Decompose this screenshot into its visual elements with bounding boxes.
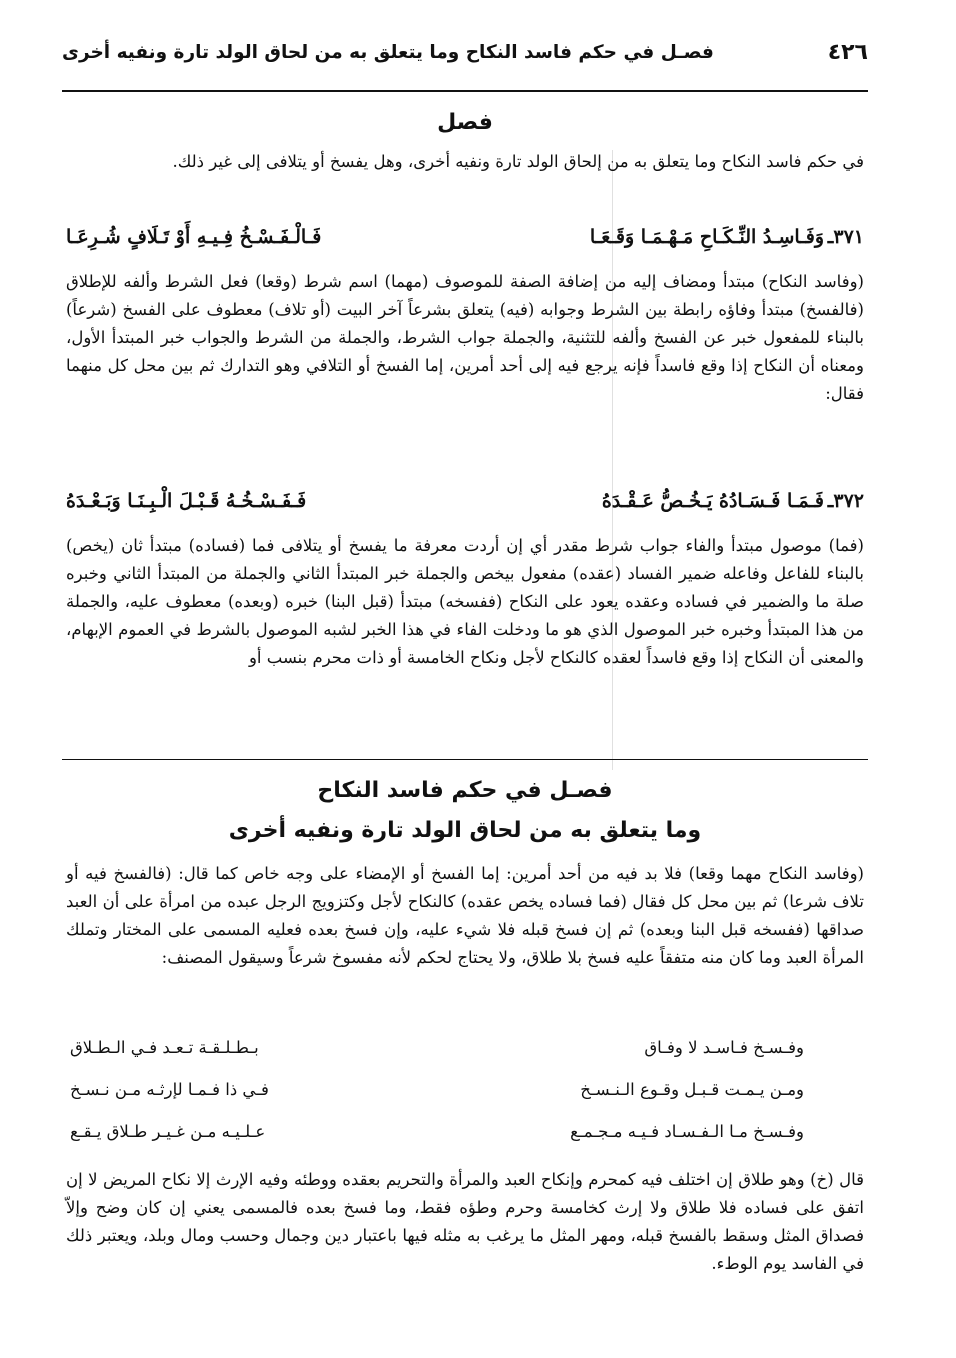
poem-right-hemistich: ومـن يـمـت قـبـل وقـوع الـنـسـخ [580, 1080, 804, 1099]
commentary-paragraph-2: قال (خ) وهو طلاق إن اختلف فيه كمحرم وإنكاح العبد والمرأة والتحريم بعقده ووطئه وفيه الإرث إلا نكاح المريض لا إن اتفق على فساده فلا طلاق ولا إرث كخامسة وحرم وطؤه فقط، وما فسخ بعده فالمسمى يعني إن كان وضح وإلاّ فصداق المثل وسقط بالفسخ قبله، ومهر المثل ما يرغب به مثله فيها باعتبار دين وجمال وحسب ومال وبلد، ويعتبر ذلك في الفاسد يوم الوطء. [66, 1170, 864, 1273]
section-divider [62, 759, 868, 760]
poem-right-hemistich: وفـسـخ مـا الـفـسـاد فـيـه مـجـمـع [570, 1122, 804, 1141]
verse-371 [66, 226, 864, 262]
quoted-poem [66, 1038, 864, 1164]
poem-left-hemistich: فـي ذا فـمـا لإرثـه مـن نـسـخ [70, 1080, 269, 1099]
page-number: ٤٢٦ [827, 40, 868, 65]
section-intro: في حكم فاسد النكاح وما يتعلق به من إلحاق الولد تارة ونفيه أخرى، وهل يفسخ أو يتلافى إلى غير ذلك. [172, 152, 864, 171]
commentary-title-line-2: وما يتعلق به من لحاق الولد تارة ونفيه أخرى [228, 818, 702, 843]
verse-first-hemistich: فَـمَـا فَـسَـادُهُ يَـخُـصُّ عَـقْـدَهُ [601, 490, 824, 512]
verse-number: ٣٧٢ـ [827, 490, 864, 512]
section-heading: فصل [437, 110, 493, 135]
poem-row [66, 1122, 864, 1164]
poem-left-hemistich: بـطـلـقـة تـعـد فـي الـطـلاق [70, 1038, 259, 1057]
poem-left-hemistich: عـلـيـه مـن غـيـر طـلاق يـقـع [70, 1122, 266, 1141]
poem-row [66, 1038, 864, 1080]
commentary-paragraph-1: (وفاسد النكاح مهما وقعا) فلا بد فيه من أحد أمرين: إما الفسخ أو الإمضاء على وجه خاص كما قال: (فالفسخ فيه أو تلاف شرعا) ثم بين محل كل فقال (فما فساده يخص عقده) كالنكاح لأجل وكتزويج الرجل عبده من امرأة على أن العبد صداقها (ففسخه قبل البنا وبعده) ثم إن فسخ قبله فلا شيء عليه، وإن فسخ بعده فعليه المسمى على المختار وتملك المرأة العبد وما كان منه متفقاً عليه فسخ بلا طلاق، ولا يحتاج لحكم لأنه مفسوخ شرعاً وسيقول المصنف: [66, 864, 864, 967]
poem-row [66, 1080, 864, 1122]
verse-second-hemistich: فَـفَـسْـخُـهُ قَـبْـلَ الْـبِـنَـا وَبَـعْـدَهُ [66, 490, 307, 512]
commentary-title-line-1: فصـل في حكم فاسد النكاح [317, 778, 613, 803]
verse-first-hemistich: وَفَـاسِـدُ النِّـكَـاحِ مَـهْـمَـا وَقَـعَـا [589, 226, 824, 248]
running-header [62, 30, 868, 82]
poem-right-hemistich: وفـسـخ فـاسـد لا وفـاق [644, 1038, 804, 1057]
verse-372 [66, 490, 864, 526]
verse-372-commentary: (فما) موصول مبتدأ والفاء جواب شرط مقدر أي إن أردت معرفة ما يفسخ أو يتلافى فما (فساده) مبتدأ ثان (يخص) بالبناء للفاعل وفاعله ضمير الفساد (عقده) مفعول بيخص والجملة خبر المبتدأ الثاني والجملة من المبتدأ الثاني وخبره صلة ما والضمير في فساده وعقده يعود على النكاح (ففسخه) مبتدأ (قبل البنا) خبره (وبعده) معطوف عليه، والجملة من هذا المبتدأ وخبره خبر الموصول الذي هو ما ودخلت الفاء في هذا الخبر لشبه الموصول بالشرط في العموم الإبهام، والمعنى أن النكاح إذا وقع فاسداً لعقده كالنكاح لأجل ونكاح الخامسة أو ذات محرم بنسب أو [66, 536, 864, 667]
verse-number: ٣٧١ـ [827, 226, 864, 248]
running-title: فصـل في حكم فاسد النكاح وما يتعلق به من لحاق الولد تارة ونفيه أخرى [62, 42, 714, 63]
verse-second-hemistich: فَـالْـفَـسْـخُ فِـيـهِ أَوْ تَـلَافٍ شُـرِعَـا [66, 226, 322, 248]
header-rule [62, 90, 868, 92]
verse-371-commentary: (وفاسد النكاح) مبتدأ ومضاف إليه من إضافة الصفة للموصوف (مهما) اسم شرط (وقعا) فعل الشرط وألفه للإطلاق (فالفسخ) مبتدأ وفاؤه رابطة بين الشرط وجوابه (فيه) يتعلق بشرعاً آخر البيت (أو تلاف) معطوف على الفسخ (شرعاً) بالبناء للمفعول خبر عن الفسخ وألفه للتثنية، والجملة جواب الشرط، والجملة من الشرط والجواب خبر المبتدأ الأول، ومعناه أن النكاح إذا وقع فاسداً فإنه يرجع فيه إلى أحد أمرين، إما الفسخ أو التلافي وهو التدارك ثم بين محل كل منهما فقال: [66, 272, 864, 403]
